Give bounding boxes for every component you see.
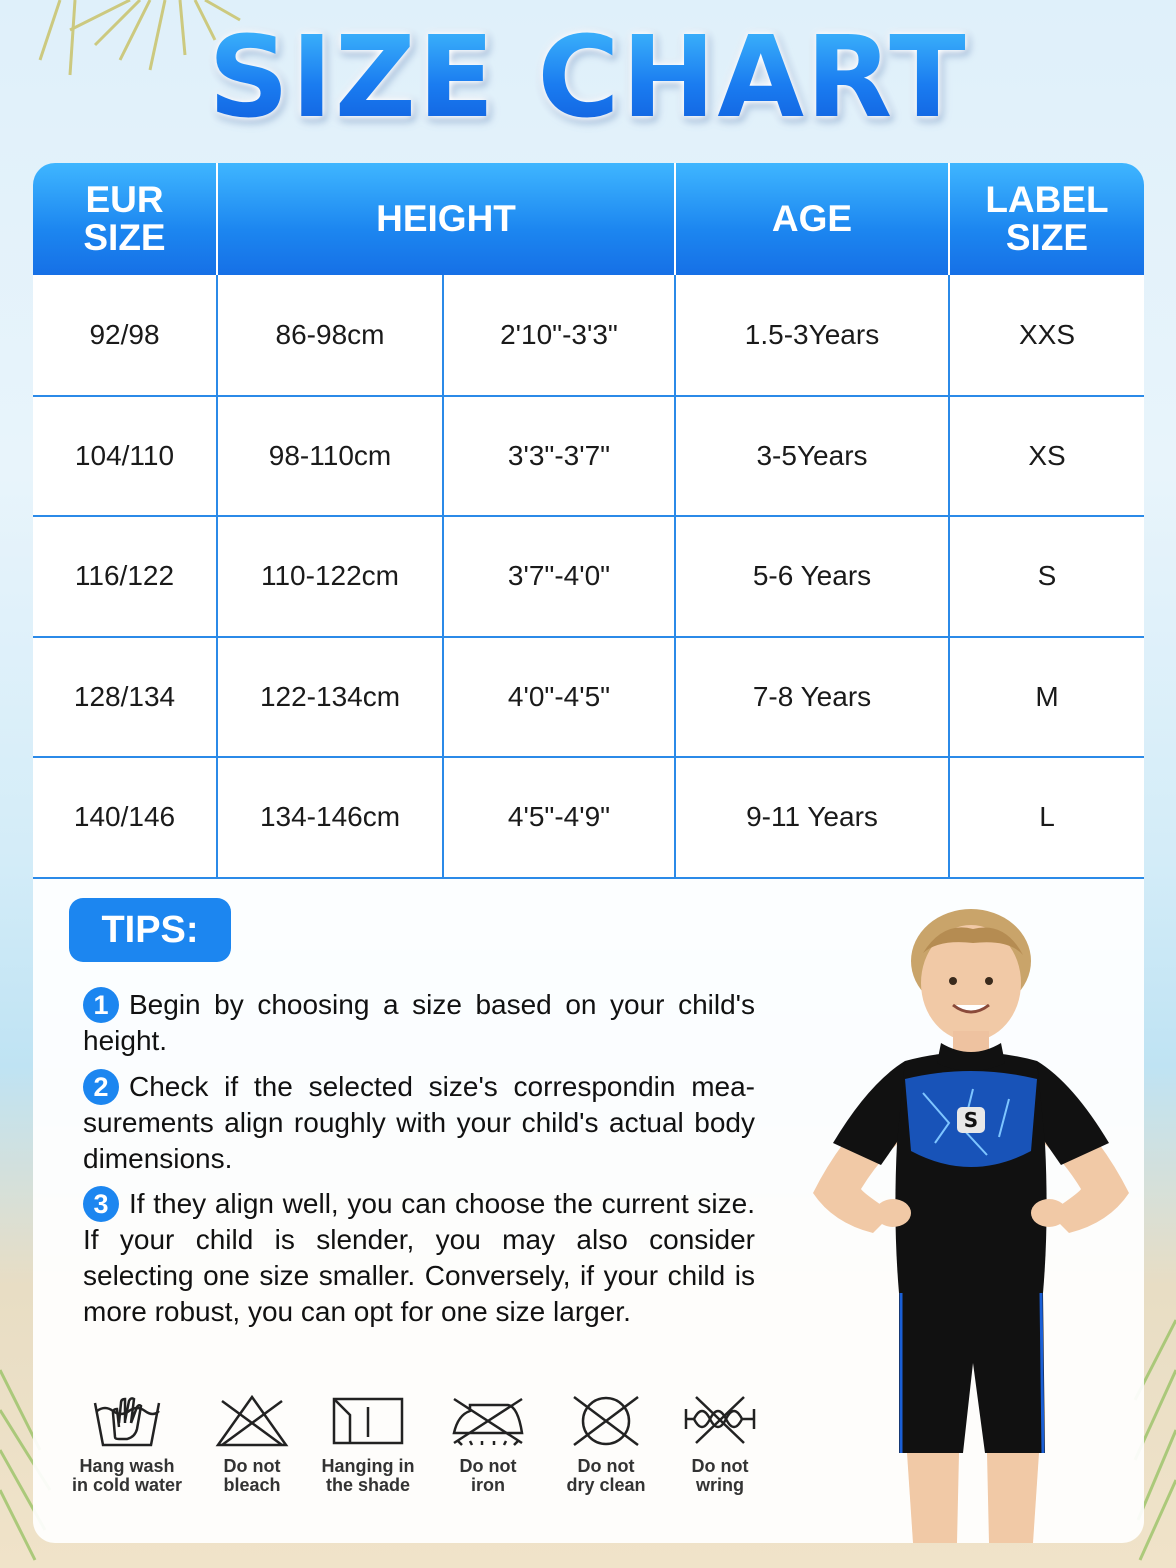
care-item-no-wring	[660, 1393, 780, 1495]
care-item-shade-dry	[308, 1393, 428, 1495]
care-item-no-iron	[428, 1393, 548, 1495]
child-wetsuit-image	[773, 893, 1144, 1543]
page-title: SIZE CHART	[0, 8, 1176, 148]
table-row	[33, 637, 1144, 758]
care-item-hand-wash	[67, 1393, 187, 1495]
cell-height-cm: 110-122cm	[217, 516, 443, 637]
tip-text-2: Check if the selected size's correspondin mea-surements align roughly with your child's actual body dimensions.	[83, 1071, 755, 1174]
tip-text-3: If they align well, you can choose the current size. If your child is slender, you may also consider selecting one size smaller. Conversely, if your child is more robust, you can opt for one size larger.	[83, 1188, 755, 1327]
tip-item-1	[83, 987, 755, 1059]
care-label-shade-dry: Hanging in the shade	[321, 1456, 415, 1495]
cell-label-size: S	[949, 516, 1144, 637]
tip-number-3: 3	[83, 1186, 119, 1222]
tip-number-1: 1	[83, 987, 119, 1023]
no-bleach-icon	[214, 1393, 290, 1449]
care-item-no-bleach	[192, 1393, 312, 1495]
cell-eur-size: 128/134	[33, 637, 217, 758]
cell-age: 1.5-3Years	[675, 275, 949, 396]
tip-text-1: Begin by choosing a size based on your child's height.	[83, 989, 755, 1056]
cell-label-size: L	[949, 757, 1144, 878]
header-eur-size: EUR SIZE	[33, 163, 217, 275]
no-wring-icon	[682, 1393, 758, 1449]
cell-height-ft: 4'0"-4'5"	[443, 637, 675, 758]
cell-eur-size: 140/146	[33, 757, 217, 878]
wetsuit-logo: S	[963, 1108, 979, 1132]
care-label-no-bleach: Do not bleach	[223, 1456, 281, 1495]
cell-eur-size: 116/122	[33, 516, 217, 637]
cell-age: 9-11 Years	[675, 757, 949, 878]
header-label-size: LABEL SIZE	[949, 163, 1144, 275]
size-chart-card	[33, 163, 1144, 1543]
size-table	[33, 163, 1144, 879]
care-label-hand-wash: Hang wash in cold water	[71, 1456, 183, 1495]
no-dry-clean-icon	[568, 1393, 644, 1449]
tip-item-2	[83, 1069, 755, 1177]
care-label-no-iron: Do not iron	[459, 1456, 517, 1495]
care-item-no-dry-clean	[546, 1393, 666, 1495]
cell-height-cm: 98-110cm	[217, 396, 443, 517]
cell-eur-size: 104/110	[33, 396, 217, 517]
cell-height-cm: 134-146cm	[217, 757, 443, 878]
hand-wash-icon	[91, 1393, 163, 1449]
header-age: AGE	[675, 163, 949, 275]
header-height: HEIGHT	[217, 163, 675, 275]
shade-dry-icon	[330, 1393, 406, 1449]
cell-height-ft: 4'5"-4'9"	[443, 757, 675, 878]
cell-height-ft: 2'10"-3'3"	[443, 275, 675, 396]
cell-eur-size: 92/98	[33, 275, 217, 396]
no-iron-icon	[448, 1393, 528, 1449]
cell-label-size: XS	[949, 396, 1144, 517]
table-header-row	[33, 163, 1144, 275]
cell-age: 7-8 Years	[675, 637, 949, 758]
cell-age: 3-5Years	[675, 396, 949, 517]
tip-number-2: 2	[83, 1069, 119, 1105]
table-row	[33, 396, 1144, 517]
care-label-no-wring: Do not wring	[691, 1456, 749, 1495]
tips-badge: TIPS:	[69, 898, 231, 962]
care-label-no-dry-clean: Do not dry clean	[566, 1456, 646, 1495]
cell-label-size: M	[949, 637, 1144, 758]
table-row	[33, 757, 1144, 878]
tip-item-3	[83, 1186, 755, 1330]
cell-height-cm: 122-134cm	[217, 637, 443, 758]
cell-height-ft: 3'3"-3'7"	[443, 396, 675, 517]
cell-age: 5-6 Years	[675, 516, 949, 637]
table-row	[33, 516, 1144, 637]
cell-height-ft: 3'7"-4'0"	[443, 516, 675, 637]
table-row	[33, 275, 1144, 396]
cell-height-cm: 86-98cm	[217, 275, 443, 396]
cell-label-size: XXS	[949, 275, 1144, 396]
